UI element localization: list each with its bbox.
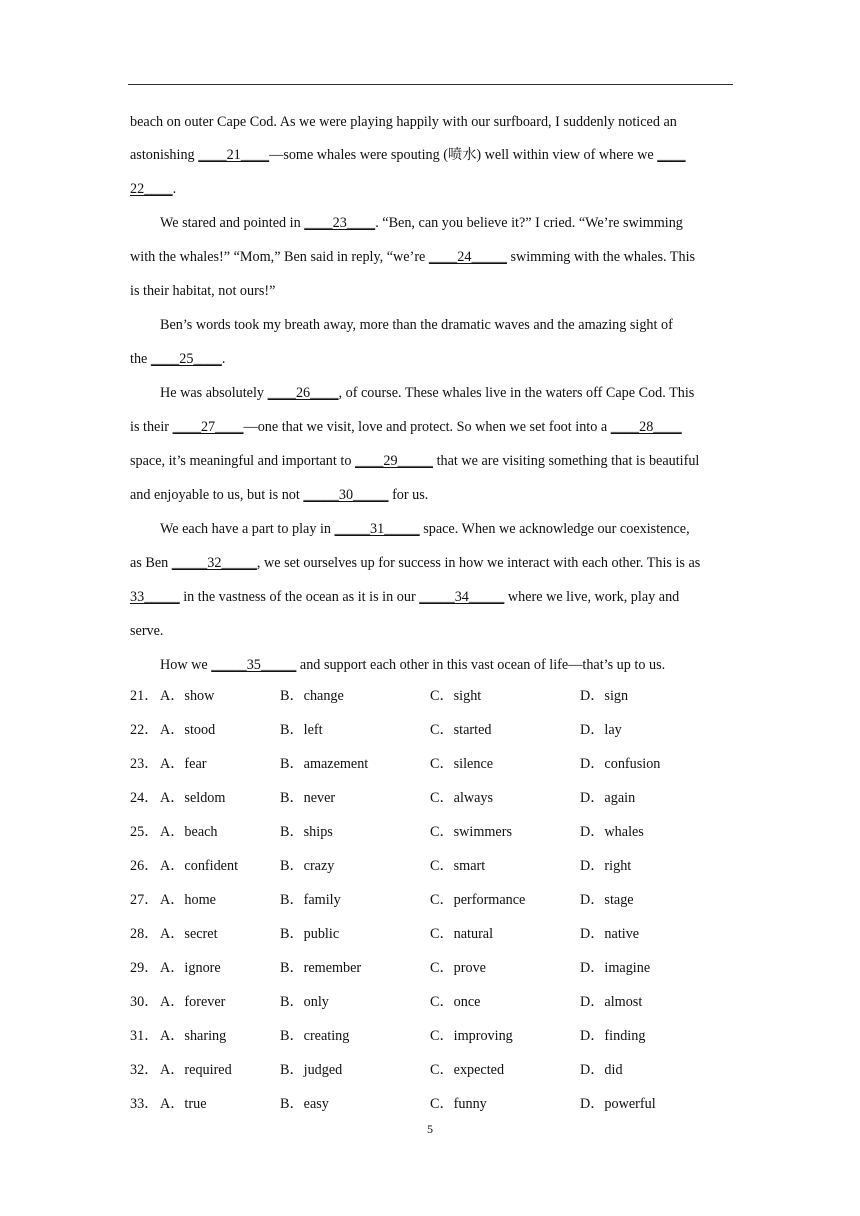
passage-text: swimming with the whales. This [506, 249, 696, 265]
question-row [130, 788, 730, 808]
blank-32: _____32_____ [171, 555, 257, 571]
passage-line [130, 553, 700, 573]
option-b: B．public [280, 926, 340, 942]
passage-line [160, 655, 665, 675]
option-a: A．home [160, 892, 216, 908]
blank-22-start: ____ [657, 147, 686, 163]
passage-line [130, 621, 163, 641]
question-number: 26． [130, 858, 159, 874]
blank-33: 33_____ [130, 589, 180, 605]
blank-22: 22____ [130, 181, 173, 197]
option-c: C．natural [430, 926, 494, 942]
option-b: B．only [280, 994, 329, 1010]
question-number: 21． [130, 688, 159, 704]
option-a: A．seldom [160, 790, 226, 806]
passage-text: the [130, 351, 151, 367]
option-d: D．did [580, 1062, 623, 1078]
question-row [130, 1094, 730, 1114]
option-b: B．easy [280, 1096, 329, 1112]
passage-line [130, 349, 225, 369]
question-row [130, 686, 730, 706]
question-number: 24． [130, 790, 159, 806]
question-row [130, 992, 730, 1012]
question-row [130, 890, 730, 910]
passage-text: space, it’s meaningful and important to [130, 453, 355, 469]
option-b: B．judged [280, 1062, 343, 1078]
option-a: A．confident [160, 858, 239, 874]
option-d: D．confusion [580, 756, 661, 772]
blank-24: ____24_____ [428, 249, 507, 265]
passage-text: in the vastness of the ocean as it is in our [179, 589, 420, 605]
question-row [130, 822, 730, 842]
blank-31: _____31_____ [334, 521, 420, 537]
passage-text: is their [130, 419, 173, 435]
passage-text: that we are visiting something that is beautiful [433, 453, 700, 469]
option-c: C．swimmers [430, 824, 512, 840]
passage-text: is their habitat, not ours!” [130, 283, 276, 299]
passage-line [130, 417, 682, 437]
passage-text: space. When we acknowledge our coexistence, [419, 521, 690, 537]
option-d: D．right [580, 858, 632, 874]
passage-text: . “Ben, can you believe it?” I cried. “We’re swimming [375, 215, 683, 231]
option-d: D．almost [580, 994, 643, 1010]
option-c: C．always [430, 790, 494, 806]
passage-text: as Ben [130, 555, 172, 571]
blank-34: _____34_____ [419, 589, 505, 605]
passage-text: Ben’s words took my breath away, more than the dramatic waves and the amazing sight of [160, 317, 673, 333]
option-b: B．amazement [280, 756, 369, 772]
option-d: D．finding [580, 1028, 646, 1044]
option-d: D．lay [580, 722, 622, 738]
option-d: D．again [580, 790, 636, 806]
blank-27: ____27____ [172, 419, 244, 435]
passage-text: and enjoyable to us, but is not [130, 487, 304, 503]
passage-text: , of course. These whales live in the waters off Cape Cod. This [338, 385, 695, 401]
question-number: 29． [130, 960, 159, 976]
passage-text: We stared and pointed in [160, 215, 305, 231]
option-a: A．required [160, 1062, 232, 1078]
question-number: 33． [130, 1096, 159, 1112]
question-number: 25． [130, 824, 159, 840]
option-c: C．sight [430, 688, 482, 704]
option-c: C．improving [430, 1028, 513, 1044]
blank-30: _____30_____ [303, 487, 389, 503]
passage-line [130, 112, 677, 132]
option-a: A．beach [160, 824, 218, 840]
passage-text: where we live, work, play and [504, 589, 680, 605]
blank-21: ____21____ [198, 147, 270, 163]
passage-line [130, 281, 275, 301]
option-b: B．never [280, 790, 336, 806]
option-b: B．left [280, 722, 323, 738]
option-d: D．imagine [580, 960, 651, 976]
option-b: B．crazy [280, 858, 335, 874]
passage-line [130, 485, 428, 505]
passage-line [160, 315, 673, 335]
option-d: D．whales [580, 824, 644, 840]
question-number: 30． [130, 994, 159, 1010]
passage-line [130, 247, 695, 267]
option-c: C．smart [430, 858, 486, 874]
question-row [130, 958, 730, 978]
option-a: A．sharing [160, 1028, 227, 1044]
passage-line [160, 383, 694, 403]
blank-26: ____26____ [267, 385, 339, 401]
option-d: D．sign [580, 688, 629, 704]
option-a: A．secret [160, 926, 218, 942]
passage-text: beach on outer Cape Cod. As we were playing happily with our surfboard, I suddenly noticed an [130, 114, 677, 130]
option-d: D．stage [580, 892, 634, 908]
question-number: 27． [130, 892, 159, 908]
option-b: B．remember [280, 960, 362, 976]
passage-line [130, 587, 679, 607]
passage-text: and support each other in this vast ocean of life—that’s up to us. [296, 657, 666, 673]
option-b: B．creating [280, 1028, 350, 1044]
option-b: B．change [280, 688, 344, 704]
option-d: D．native [580, 926, 640, 942]
blank-35: _____35_____ [211, 657, 297, 673]
passage-text: , we set ourselves up for success in how we interact with each other. This is as [256, 555, 701, 571]
option-a: A．true [160, 1096, 207, 1112]
question-row [130, 720, 730, 740]
blank-28: ____28____ [610, 419, 682, 435]
page-number: 5 [427, 1122, 433, 1136]
option-b: B．family [280, 892, 341, 908]
question-number: 32． [130, 1062, 159, 1078]
question-row [130, 1026, 730, 1046]
option-c: C．prove [430, 960, 486, 976]
option-c: C．performance [430, 892, 526, 908]
passage-text: How we [160, 657, 212, 673]
question-row [130, 924, 730, 944]
option-a: A．forever [160, 994, 226, 1010]
question-number: 23． [130, 756, 159, 772]
passage-text: serve. [130, 623, 164, 639]
option-c: C．once [430, 994, 481, 1010]
passage-text: —one that we visit, love and protect. So when we set foot into a [243, 419, 611, 435]
header-rule [128, 84, 733, 85]
option-c: C．silence [430, 756, 494, 772]
option-a: A．ignore [160, 960, 221, 976]
question-row [130, 856, 730, 876]
question-number: 31． [130, 1028, 159, 1044]
option-d: D．powerful [580, 1096, 656, 1112]
passage-line [160, 213, 683, 233]
blank-29: ____29_____ [354, 453, 434, 469]
passage-text: astonishing [130, 147, 199, 163]
question-number: 22． [130, 722, 159, 738]
question-row [130, 754, 730, 774]
option-b: B．ships [280, 824, 333, 840]
passage-line [160, 519, 690, 539]
passage-text: He was absolutely [160, 385, 268, 401]
question-row [130, 1060, 730, 1080]
question-number: 28． [130, 926, 159, 942]
passage-line [130, 145, 686, 165]
blank-25: ____25____ [150, 351, 222, 367]
blank-23: ____23____ [304, 215, 376, 231]
option-a: A．show [160, 688, 215, 704]
option-a: A．fear [160, 756, 207, 772]
passage-text: . [221, 351, 226, 367]
option-c: C．funny [430, 1096, 487, 1112]
option-c: C．expected [430, 1062, 505, 1078]
passage-line [130, 179, 176, 199]
option-a: A．stood [160, 722, 216, 738]
option-c: C．started [430, 722, 492, 738]
passage-line [130, 451, 699, 471]
passage-text: with the whales!” “Mom,” Ben said in reply, “we’re [130, 249, 429, 265]
passage-text: We each have a part to play in [160, 521, 335, 537]
passage-text: . [172, 181, 177, 197]
passage-text: —some whales were spouting (喷水) well within view of where we [269, 147, 658, 163]
passage-text: for us. [388, 487, 429, 503]
